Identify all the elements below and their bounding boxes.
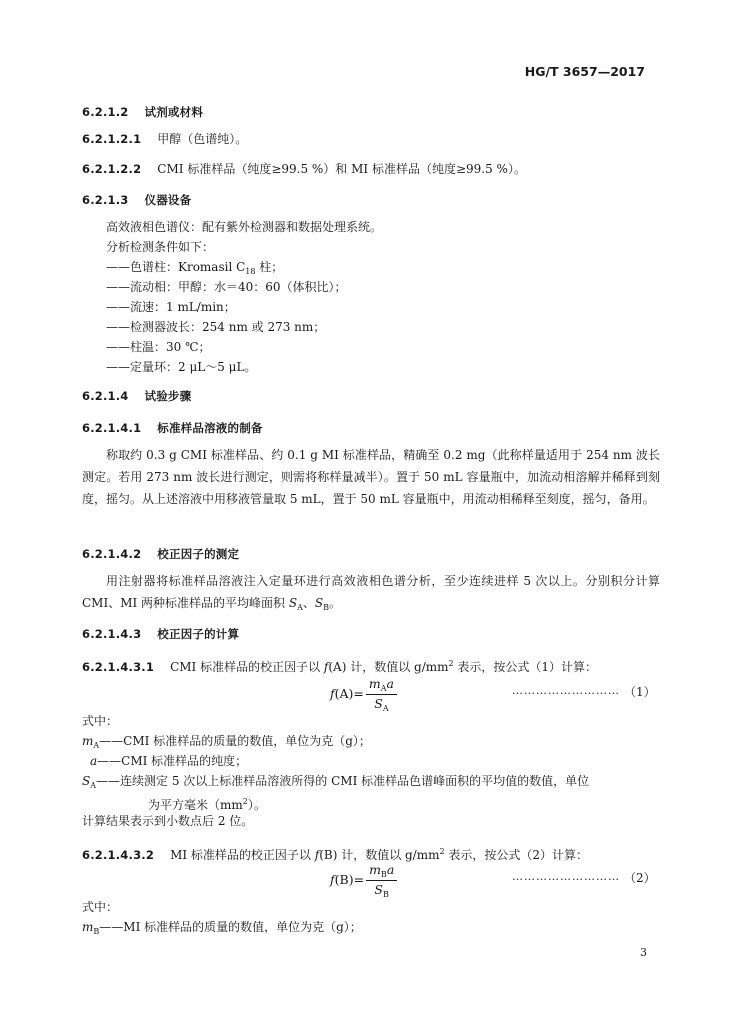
formula-1-leader: ……………………… [512, 684, 620, 697]
symbol-s: S [314, 596, 324, 610]
section-number: 6.2.1.4.3 [82, 627, 142, 641]
clause-number: 6.2.1.4.3.1 [82, 660, 155, 674]
formula-fraction [366, 676, 397, 713]
section-title: 校正因子的计算 [157, 627, 240, 641]
superscript: 2 [439, 847, 445, 856]
superscript: 2 [448, 659, 454, 668]
formula-2 [330, 862, 397, 899]
variable-description: ——CMI 标准样品的纯度； [97, 754, 248, 768]
column-subscript: 18 [245, 267, 256, 276]
function-symbol: f [314, 848, 320, 862]
section-title: 试剂或材料 [144, 105, 204, 119]
formula-fraction [366, 862, 397, 899]
section-title: 校正因子的测定 [157, 547, 240, 561]
section-title: 仪器设备 [144, 193, 192, 207]
subscript-a: A [297, 603, 303, 612]
section-6-2-1-4-1-heading [82, 420, 263, 436]
formula-1 [330, 676, 397, 713]
clause-text: 计，数值以 g/mm [337, 848, 440, 862]
fraction-numerator: $m_Ba$ [366, 862, 397, 881]
formula-argument: (B)= [334, 872, 365, 887]
variable-description: ——连续测定 5 次以上标准样品溶液所得的 CMI 标准样品色谱峰面积的平均值的数值，单位 [96, 774, 590, 788]
formula-function: f [330, 872, 335, 887]
formula-2-leader: ……………………… [512, 870, 620, 883]
clause-text: 甲醇（色谱纯）。 [157, 132, 248, 146]
instrument-line-1: 高效液相色谱仪：配有紫外检测器和数据处理系统。 [106, 220, 383, 234]
standard-code: HG/T 3657—2017 [524, 64, 645, 79]
paragraph-end: 。 [329, 596, 342, 610]
fraction-denominator: $S_A$ [374, 696, 389, 713]
section-6-2-1-4-2-heading [82, 546, 239, 562]
clause-number: 6.2.1.4.3.2 [82, 848, 155, 862]
section-number: 6.2.1.4 [82, 389, 129, 403]
condition-wavelength: ——检测器波长：254 nm 或 273 nm； [106, 320, 326, 334]
result-precision: 计算结果表示到小数点后 2 位。 [82, 814, 254, 828]
function-argument: (A) [328, 660, 347, 674]
clause-text: CMI 标准样品的校正因子以 [170, 660, 324, 674]
section-title: 试验步骤 [144, 389, 192, 403]
section-6-2-1-4-3-heading [82, 626, 239, 642]
paragraph-text: 用注射器将标准样品溶液注入定量环进行高效液相色谱分析，至少连续进样 5 次以上。分别积分计算 CMI、MI 两种标准样品的平均峰面积 [82, 574, 660, 610]
column-label: ——色谱柱：Kromasil C [106, 260, 246, 274]
function-argument: (B) [319, 848, 338, 862]
formula-function: f [330, 686, 335, 701]
function-symbol: f [323, 660, 329, 674]
section-6-2-1-4-heading [82, 388, 191, 404]
calibration-paragraph [82, 570, 660, 619]
section-6-2-1-3-heading [82, 192, 191, 208]
section-number: 6.2.1.3 [82, 193, 129, 207]
symbol-s: S [288, 596, 298, 610]
fraction-denominator: $S_B$ [374, 882, 389, 899]
section-number: 6.2.1.4.2 [82, 547, 142, 561]
clause-text: 表示，按公式（2）计算： [444, 848, 589, 862]
variable-m-a: $m_A——CMI$ 标准样品的质量的数值，单位为克（g）； [82, 734, 371, 750]
variable-s-a: $S_A——$连续测定 5 次以上标准样品溶液所得的 CMI 标准样品色谱峰面积的平均值的数值，单位 [82, 774, 590, 790]
variable-a: a——CMI 标准样品的纯度； [90, 754, 248, 768]
instrument-line-2: 分析检测条件如下： [106, 240, 215, 254]
clause-number: 6.2.1.2.1 [82, 132, 142, 146]
formula-argument: (A)= [334, 686, 364, 701]
clause-6-2-1-4-3-1 [82, 652, 597, 679]
condition-temperature: ——柱温：30 ℃； [106, 340, 211, 354]
fraction-numerator: $m_Aa$ [366, 676, 397, 695]
column-suffix: 柱； [255, 260, 284, 274]
clause-6-2-1-2-2 [82, 158, 526, 181]
clause-text: 表示，按公式（1）计算： [453, 660, 598, 674]
section-6-2-1-2-heading [82, 104, 203, 120]
formula-2-number: （2） [624, 871, 656, 885]
where-label-2: 式中： [82, 900, 119, 914]
variable-description: ——CMI 标准样品的质量的数值，单位为克（g）； [99, 734, 371, 748]
variable-s-a-unit: 为平方毫米$(mm^2)$。 [148, 797, 266, 812]
formula-1-number: （1） [624, 685, 656, 699]
clause-text: MI 标准样品的校正因子以 [170, 848, 315, 862]
section-number: 6.2.1.4.1 [82, 421, 142, 435]
clause-6-2-1-2-1 [82, 128, 247, 151]
condition-loop: ——定量环：2 μL～5 μL。 [106, 360, 257, 374]
clause-number: 6.2.1.2.2 [82, 162, 142, 176]
variable-m-b: $m_B——MI$ 标准样品的质量的数值，单位为克（g）； [82, 920, 362, 936]
where-label-1: 式中： [82, 714, 119, 728]
clause-text: CMI 标准样品（纯度≥99.5 %）和 MI 标准样品（纯度≥99.5 %）。 [157, 162, 526, 176]
condition-flow-rate: ——流速：1 mL/min； [106, 300, 236, 314]
subscript-b: B [323, 603, 330, 612]
variable-description: ——MI 标准样品的质量的数值，单位为克（g）； [99, 920, 362, 934]
separator: 、 [302, 596, 315, 610]
preparation-paragraph: 称取约 0.3 g CMI 标准样品、约 0.1 g MI 标准样品，精确至 0.2 mg（此称样量适用于 254 nm 波长测定。若用 273 nm 波长进行测定，则需将称样量减半）。置于 50 mL 容量瓶中，加流动相溶解并稀释到刻度，摇匀。从上述溶液中用移液管量取 5 mL，置于 50 mL 容量瓶中，用流动相稀释至刻度，摇匀，备用。 [82, 448, 660, 506]
section-title: 标准样品溶液的制备 [157, 421, 263, 435]
clause-text: 计，数值以 g/mm [346, 660, 449, 674]
condition-mobile-phase: ——流动相：甲醇：水＝40：60（体积比）； [106, 280, 347, 294]
page-number: 3 [640, 946, 647, 959]
section-number: 6.2.1.2 [82, 105, 129, 119]
